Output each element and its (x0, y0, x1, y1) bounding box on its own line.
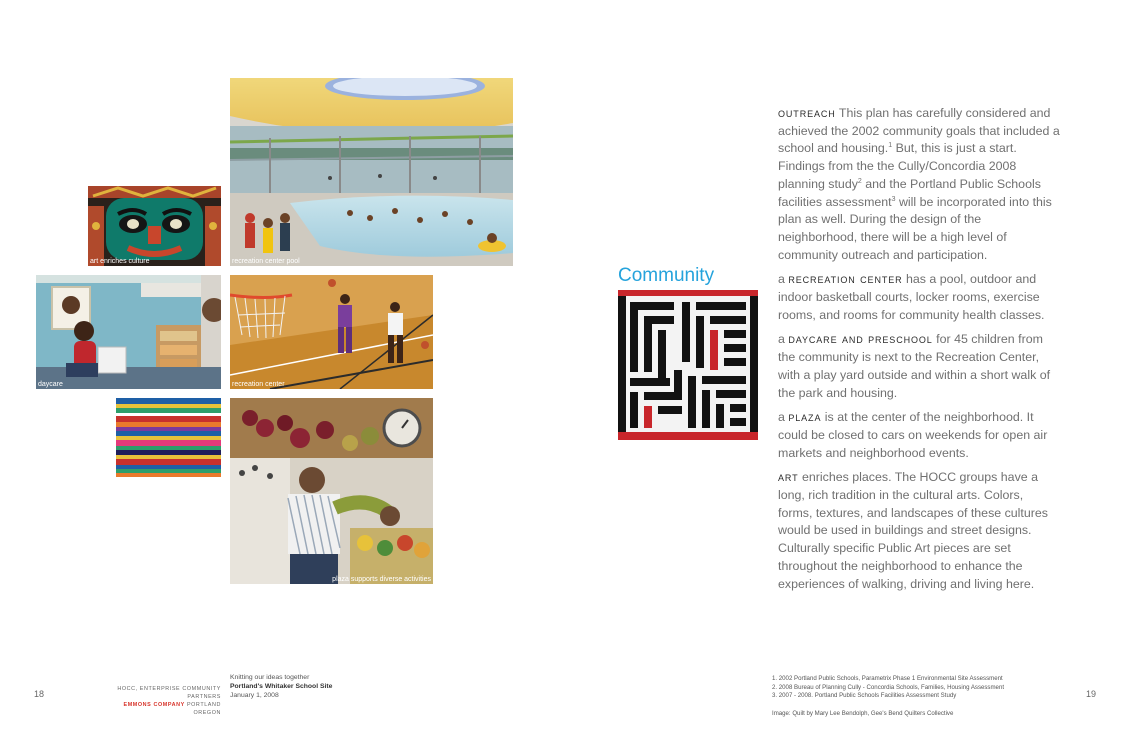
plaza-text: is at the center of the neighborhood. It could be closed to cars on weekends for open air markets and neighborhood events. (778, 410, 1048, 460)
footnote-ref-1: 1 (888, 142, 893, 150)
brand-line (100, 701, 221, 717)
recreation-lead: recreation center (788, 271, 903, 287)
art-lead: art (778, 469, 799, 485)
recreation-text: has a pool, outdoor and indoor basketball courts, locker rooms, exercise rooms, and rooms for community health classes. (778, 272, 1045, 322)
footnote-2: 2. 2008 Bureau of Planning Cully - Concordia Schools, Families, Housing Assessment (772, 683, 1005, 691)
plaza-caption: plaza supports diverse activities (332, 576, 431, 583)
body-text (778, 104, 1060, 599)
recreation-caption: recreation center (232, 381, 285, 388)
quilt-artwork (618, 290, 758, 440)
daycare-text: for 45 children from the community is next to the Recreation Center, with a play yard outside and within a short walk of the park and housing. (778, 332, 1051, 400)
footnote-ref-2: 2 (857, 177, 862, 185)
art-caption: art enriches culture (90, 258, 150, 265)
pool-caption: recreation center pool (232, 258, 300, 265)
outreach-text-b: But, this is just a start. Findings from the the Cully/Concordia 2008 planning study (778, 141, 1017, 191)
recreation-photo (230, 275, 433, 389)
daycare-caption: daycare (38, 381, 63, 388)
art-paragraph (778, 468, 1060, 593)
daycare-paragraph (778, 330, 1060, 402)
plaza-lead: plaza (788, 409, 822, 425)
page-number-left: 18 (34, 689, 45, 699)
plaza-pre: a (778, 410, 789, 425)
outreach-paragraph (778, 104, 1060, 264)
footnote-ref-3: 3 (891, 195, 896, 203)
daycare-pre: a (778, 332, 789, 347)
tagline: Knitting our ideas together (230, 674, 310, 681)
footnote-1: 1. 2002 Portland Public Schools, Parametrix Phase 1 Environmental Site Assessment (772, 675, 1003, 682)
serape-photo (116, 398, 221, 477)
daycare-image (36, 275, 221, 389)
community-heading: Community (618, 265, 715, 286)
market-vendor-image (230, 398, 433, 584)
quilt-image (618, 290, 758, 440)
document-title-block (230, 674, 332, 700)
outreach-text-d: will be incorporated into this plan as well. During the design of the neighborhood, there will be a high level of community outreach and participation. (778, 194, 1052, 262)
totem-art-image (88, 186, 221, 266)
outreach-lead: outreach (778, 105, 836, 120)
plaza-paragraph (778, 408, 1060, 462)
site-title: Portland's Whitaker School Site (230, 682, 333, 690)
daycare-lead: daycare and preschool (788, 331, 933, 347)
pool-rendering-image (230, 78, 513, 266)
footnote-3: 3. 2007 - 2008. Portland Public Schools Facilities Assessment Study (772, 692, 957, 699)
recreation-paragraph (778, 270, 1060, 324)
plaza-photo (230, 398, 433, 584)
footnotes (772, 675, 1004, 701)
art-text: enriches places. The HOCC groups have a long, rich tradition in the cultural arts. Colors, forms, textures, and landscapes of these cultures would be used in buildings and street designs. Culturally specific Public Art pieces are set throughout the neighborhood to enhance the experiences of walking, driving and living here. (778, 470, 1048, 591)
brand-name: EMMONS COMPANY (123, 702, 185, 708)
serape-textile-image (116, 398, 221, 477)
page-number-right: 19 (1086, 689, 1097, 699)
art-photo (88, 186, 221, 266)
outreach-text-a: This plan has carefully considered and achieved the 2002 community goals that included a school and housing. (778, 106, 1060, 156)
image-credit: Image: Quilt by Mary Lee Bendolph, Gee's Bend Quilters Collective (772, 710, 954, 717)
publisher-credit (100, 685, 221, 717)
pool-photo (230, 78, 513, 266)
recreation-pre: a (778, 272, 789, 287)
document-date: January 1, 2008 (230, 691, 279, 699)
daycare-photo (36, 275, 221, 389)
partners-line: HOCC, ENTERPRISE COMMUNITY PARTNERS (117, 686, 221, 700)
outreach-text-c: and the Portland Public Schools facilities assessment (778, 176, 1041, 209)
basketball-court-image (230, 275, 433, 389)
brand-location: PORTLAND OREGON (186, 702, 221, 716)
